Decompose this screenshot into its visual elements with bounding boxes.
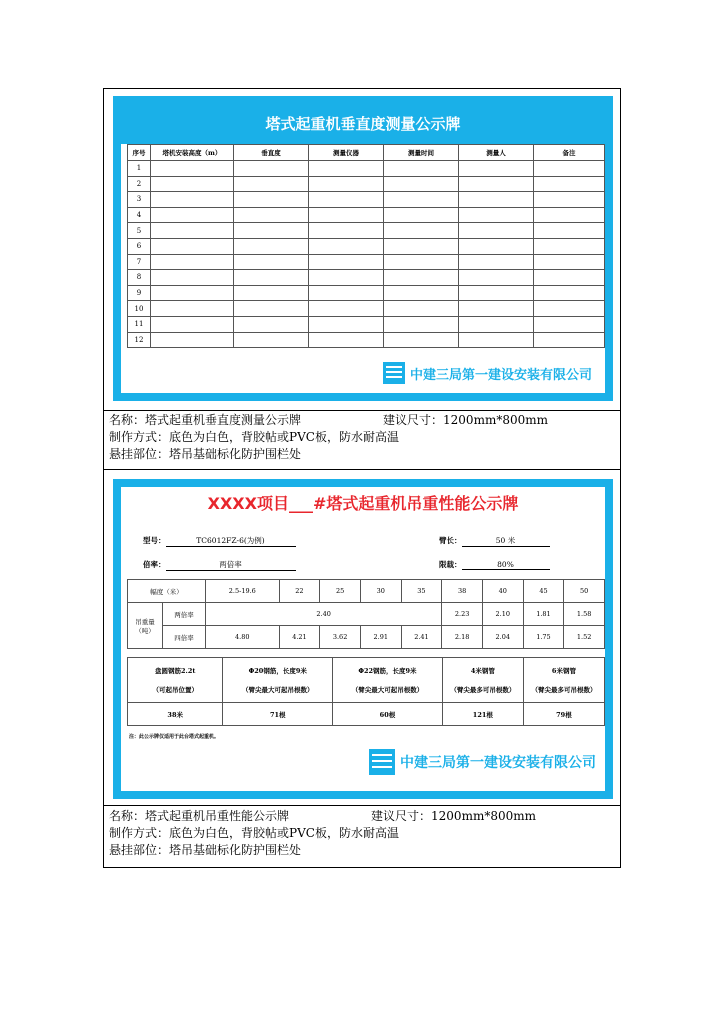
empty-cell [234, 238, 309, 254]
four-ratio-cell: 2.91 [360, 626, 401, 649]
empty-cell [234, 270, 309, 286]
empty-cell [151, 301, 234, 317]
empty-cell [309, 332, 384, 348]
size-value: 1200mm*800mm [443, 413, 548, 427]
four-ratio-label: 四倍率 [163, 626, 206, 649]
empty-cell [534, 176, 605, 192]
empty-cell [151, 254, 234, 270]
empty-cell [384, 254, 459, 270]
verticality-table [127, 144, 605, 348]
empty-cell [384, 223, 459, 239]
header-cell: 垂直度 [234, 145, 309, 161]
capacity-header [223, 658, 333, 703]
model-field [143, 535, 296, 547]
load-capacity-sign [113, 479, 613, 799]
empty-cell [309, 254, 384, 270]
location-label: 悬挂部位： [109, 843, 170, 857]
row-number: 12 [128, 332, 151, 348]
weight-label: 吊重量（吨） [128, 603, 163, 649]
empty-cell [459, 176, 534, 192]
empty-cell [309, 176, 384, 192]
empty-cell [309, 285, 384, 301]
four-ratio-cell: 3.62 [320, 626, 361, 649]
company-brand [383, 362, 592, 384]
divider [104, 805, 620, 806]
two-ratio-cell: 2.23 [442, 603, 483, 626]
name-value: 塔式起重机垂直度测量公示牌 [145, 413, 302, 427]
four-ratio-cell: 1.75 [523, 626, 564, 649]
empty-cell [459, 332, 534, 348]
empty-cell [384, 238, 459, 254]
verticality-sign [113, 96, 613, 401]
arm-label: 臂长： [439, 536, 462, 545]
empty-cell [234, 192, 309, 208]
two-ratio-row [128, 603, 605, 626]
empty-cell [384, 176, 459, 192]
two-ratio-cell: 1.58 [564, 603, 605, 626]
empty-cell [534, 207, 605, 223]
location-value: 塔吊基础标化防护围栏处 [169, 843, 302, 857]
method-value: 底色为白色，背胶帖或PVC板，防水耐高温 [169, 826, 399, 840]
four-ratio-cell: 4.21 [279, 626, 320, 649]
company-logo-icon [369, 749, 395, 775]
empty-cell [459, 301, 534, 317]
capacity-header-line: （臂尖最大可起吊根数） [351, 686, 424, 694]
verticality-table-body [128, 161, 605, 348]
four-ratio-cell: 2.04 [482, 626, 523, 649]
name-value: 塔式起重机吊重性能公示牌 [145, 809, 290, 823]
empty-cell [151, 207, 234, 223]
divider [104, 410, 620, 411]
name-label: 名称： [109, 809, 146, 823]
empty-cell [309, 223, 384, 239]
empty-cell [384, 285, 459, 301]
empty-cell [384, 332, 459, 348]
capacity-value-row [128, 703, 605, 726]
four-ratio-row [128, 626, 605, 649]
ratio-value: 两倍率 [166, 559, 296, 571]
arm-field [439, 535, 550, 547]
capacity-header-line: Φ22钢筋，长度9米 [358, 667, 417, 675]
two-ratio-cell: 1.81 [523, 603, 564, 626]
empty-cell [309, 316, 384, 332]
empty-cell [234, 176, 309, 192]
two-ratio-label: 两倍率 [163, 603, 206, 626]
empty-cell [534, 238, 605, 254]
table-row [128, 316, 605, 332]
table-row [128, 176, 605, 192]
empty-cell [459, 238, 534, 254]
info-block-2 [109, 808, 536, 859]
capacity-header [128, 658, 223, 703]
empty-cell [534, 254, 605, 270]
table-row [128, 161, 605, 177]
arm-value: 50 米 [462, 535, 550, 547]
capacity-header-line: 6米钢管 [551, 667, 576, 675]
method-label: 制作方式： [109, 826, 170, 840]
amplitude-cell: 50 [564, 580, 605, 603]
capacity-header-line: 盘圆钢筋2.2t [155, 667, 196, 675]
two-ratio-merged: 2.40 [206, 603, 442, 626]
empty-cell [534, 332, 605, 348]
table-row [128, 192, 605, 208]
row-number: 4 [128, 207, 151, 223]
empty-cell [234, 254, 309, 270]
amplitude-row [128, 580, 605, 603]
capacity-header [523, 658, 604, 703]
amplitude-cell: 25 [320, 580, 361, 603]
amplitude-cell: 35 [401, 580, 442, 603]
row-number: 2 [128, 176, 151, 192]
header-cell: 测量仪器 [309, 145, 384, 161]
empty-cell [459, 254, 534, 270]
table-row [128, 238, 605, 254]
location-label: 悬挂部位： [109, 447, 170, 461]
name-label: 名称： [109, 413, 146, 427]
empty-cell [234, 285, 309, 301]
empty-cell [384, 301, 459, 317]
amplitude-cell: 30 [360, 580, 401, 603]
amplitude-label: 幅度（米） [128, 580, 206, 603]
empty-cell [234, 207, 309, 223]
company-name: 中建三局第一建设安装有限公司 [400, 755, 596, 771]
capacity-table [127, 657, 605, 726]
size-label: 建议尺寸： [383, 413, 444, 427]
load-table [127, 579, 605, 649]
capacity-value: 60根 [333, 703, 443, 726]
header-cell: 备注 [534, 145, 605, 161]
empty-cell [234, 223, 309, 239]
amplitude-cell: 2.5-19.6 [206, 580, 280, 603]
empty-cell [309, 301, 384, 317]
empty-cell [151, 161, 234, 177]
model-label: 型号： [143, 536, 166, 545]
empty-cell [309, 270, 384, 286]
sign1-title: 塔式起重机垂直度测量公示牌 [121, 104, 605, 144]
empty-cell [151, 332, 234, 348]
table-row [128, 254, 605, 270]
capacity-header-line: （可起吊位置） [152, 686, 198, 694]
empty-cell [234, 332, 309, 348]
empty-cell [534, 161, 605, 177]
empty-cell [534, 285, 605, 301]
row-number: 11 [128, 316, 151, 332]
empty-cell [384, 270, 459, 286]
header-cell: 测量时间 [384, 145, 459, 161]
empty-cell [384, 161, 459, 177]
limit-label: 限载： [439, 560, 462, 569]
limit-field [439, 559, 550, 570]
sign2-title: XXXX项目___#塔式起重机吊重性能公示牌 [207, 494, 519, 513]
empty-cell [384, 192, 459, 208]
company-logo-icon [383, 362, 405, 384]
capacity-header-line: （臂尖最多可吊根数） [531, 686, 597, 694]
empty-cell [459, 285, 534, 301]
amplitude-cell: 40 [482, 580, 523, 603]
empty-cell [534, 223, 605, 239]
row-number: 5 [128, 223, 151, 239]
empty-cell [151, 270, 234, 286]
company-brand [369, 749, 596, 775]
empty-cell [534, 316, 605, 332]
table-row [128, 285, 605, 301]
header-cell: 序号 [128, 145, 151, 161]
sign-note: 注：此公示牌仅适用于此台塔式起重机。 [129, 734, 220, 740]
info-block-1 [109, 412, 548, 463]
empty-cell [309, 238, 384, 254]
empty-cell [151, 192, 234, 208]
model-value: TC6012FZ-6(为例) [166, 535, 296, 547]
empty-cell [309, 207, 384, 223]
row-number: 6 [128, 238, 151, 254]
row-number: 1 [128, 161, 151, 177]
empty-cell [151, 285, 234, 301]
table-row [128, 207, 605, 223]
capacity-header-line: 4米钢管 [470, 667, 495, 675]
capacity-header-line: （臂尖最多可吊根数） [450, 686, 516, 694]
empty-cell [459, 223, 534, 239]
table-row [128, 223, 605, 239]
row-number: 8 [128, 270, 151, 286]
amplitude-cell: 45 [523, 580, 564, 603]
capacity-header-line: Φ20钢筋，长度9米 [248, 667, 307, 675]
capacity-header-line: （臂尖最大可起吊根数） [241, 686, 314, 694]
empty-cell [534, 270, 605, 286]
two-ratio-cell: 2.10 [482, 603, 523, 626]
row-number: 10 [128, 301, 151, 317]
four-ratio-cell: 1.52 [564, 626, 605, 649]
location-value: 塔吊基础标化防护围栏处 [169, 447, 302, 461]
empty-cell [459, 192, 534, 208]
row-number: 3 [128, 192, 151, 208]
empty-cell [309, 192, 384, 208]
empty-cell [151, 176, 234, 192]
method-label: 制作方式： [109, 430, 170, 444]
empty-cell [309, 161, 384, 177]
empty-cell [459, 207, 534, 223]
empty-cell [151, 238, 234, 254]
ratio-label: 倍率： [143, 560, 166, 569]
four-ratio-cell: 2.41 [401, 626, 442, 649]
capacity-value: 71根 [223, 703, 333, 726]
row-number: 9 [128, 285, 151, 301]
empty-cell [534, 301, 605, 317]
size-label: 建议尺寸： [371, 809, 432, 823]
four-ratio-cell: 4.80 [206, 626, 280, 649]
capacity-header-row [128, 658, 605, 703]
capacity-header [442, 658, 523, 703]
capacity-header [333, 658, 443, 703]
capacity-value: 79根 [523, 703, 604, 726]
method-value: 底色为白色，背胶帖或PVC板，防水耐高温 [169, 430, 399, 444]
document-frame [103, 88, 621, 868]
limit-value: 80% [462, 560, 550, 570]
table-row [128, 301, 605, 317]
empty-cell [151, 316, 234, 332]
empty-cell [151, 223, 234, 239]
row-number: 7 [128, 254, 151, 270]
table-row [128, 332, 605, 348]
empty-cell [534, 192, 605, 208]
empty-cell [459, 316, 534, 332]
capacity-value: 121根 [442, 703, 523, 726]
divider [104, 469, 620, 470]
empty-cell [234, 316, 309, 332]
empty-cell [384, 316, 459, 332]
company-name: 中建三局第一建设安装有限公司 [410, 367, 593, 383]
table-header-row [128, 145, 605, 161]
header-cell: 塔机安装高度（m） [151, 145, 234, 161]
empty-cell [459, 270, 534, 286]
size-value: 1200mm*800mm [431, 809, 536, 823]
table-row [128, 270, 605, 286]
empty-cell [234, 161, 309, 177]
four-ratio-cell: 2.18 [442, 626, 483, 649]
header-cell: 测量人 [459, 145, 534, 161]
empty-cell [459, 161, 534, 177]
empty-cell [384, 207, 459, 223]
amplitude-cell: 38 [442, 580, 483, 603]
capacity-value: 38米 [128, 703, 223, 726]
amplitude-cell: 22 [279, 580, 320, 603]
empty-cell [234, 301, 309, 317]
ratio-field [143, 559, 296, 571]
